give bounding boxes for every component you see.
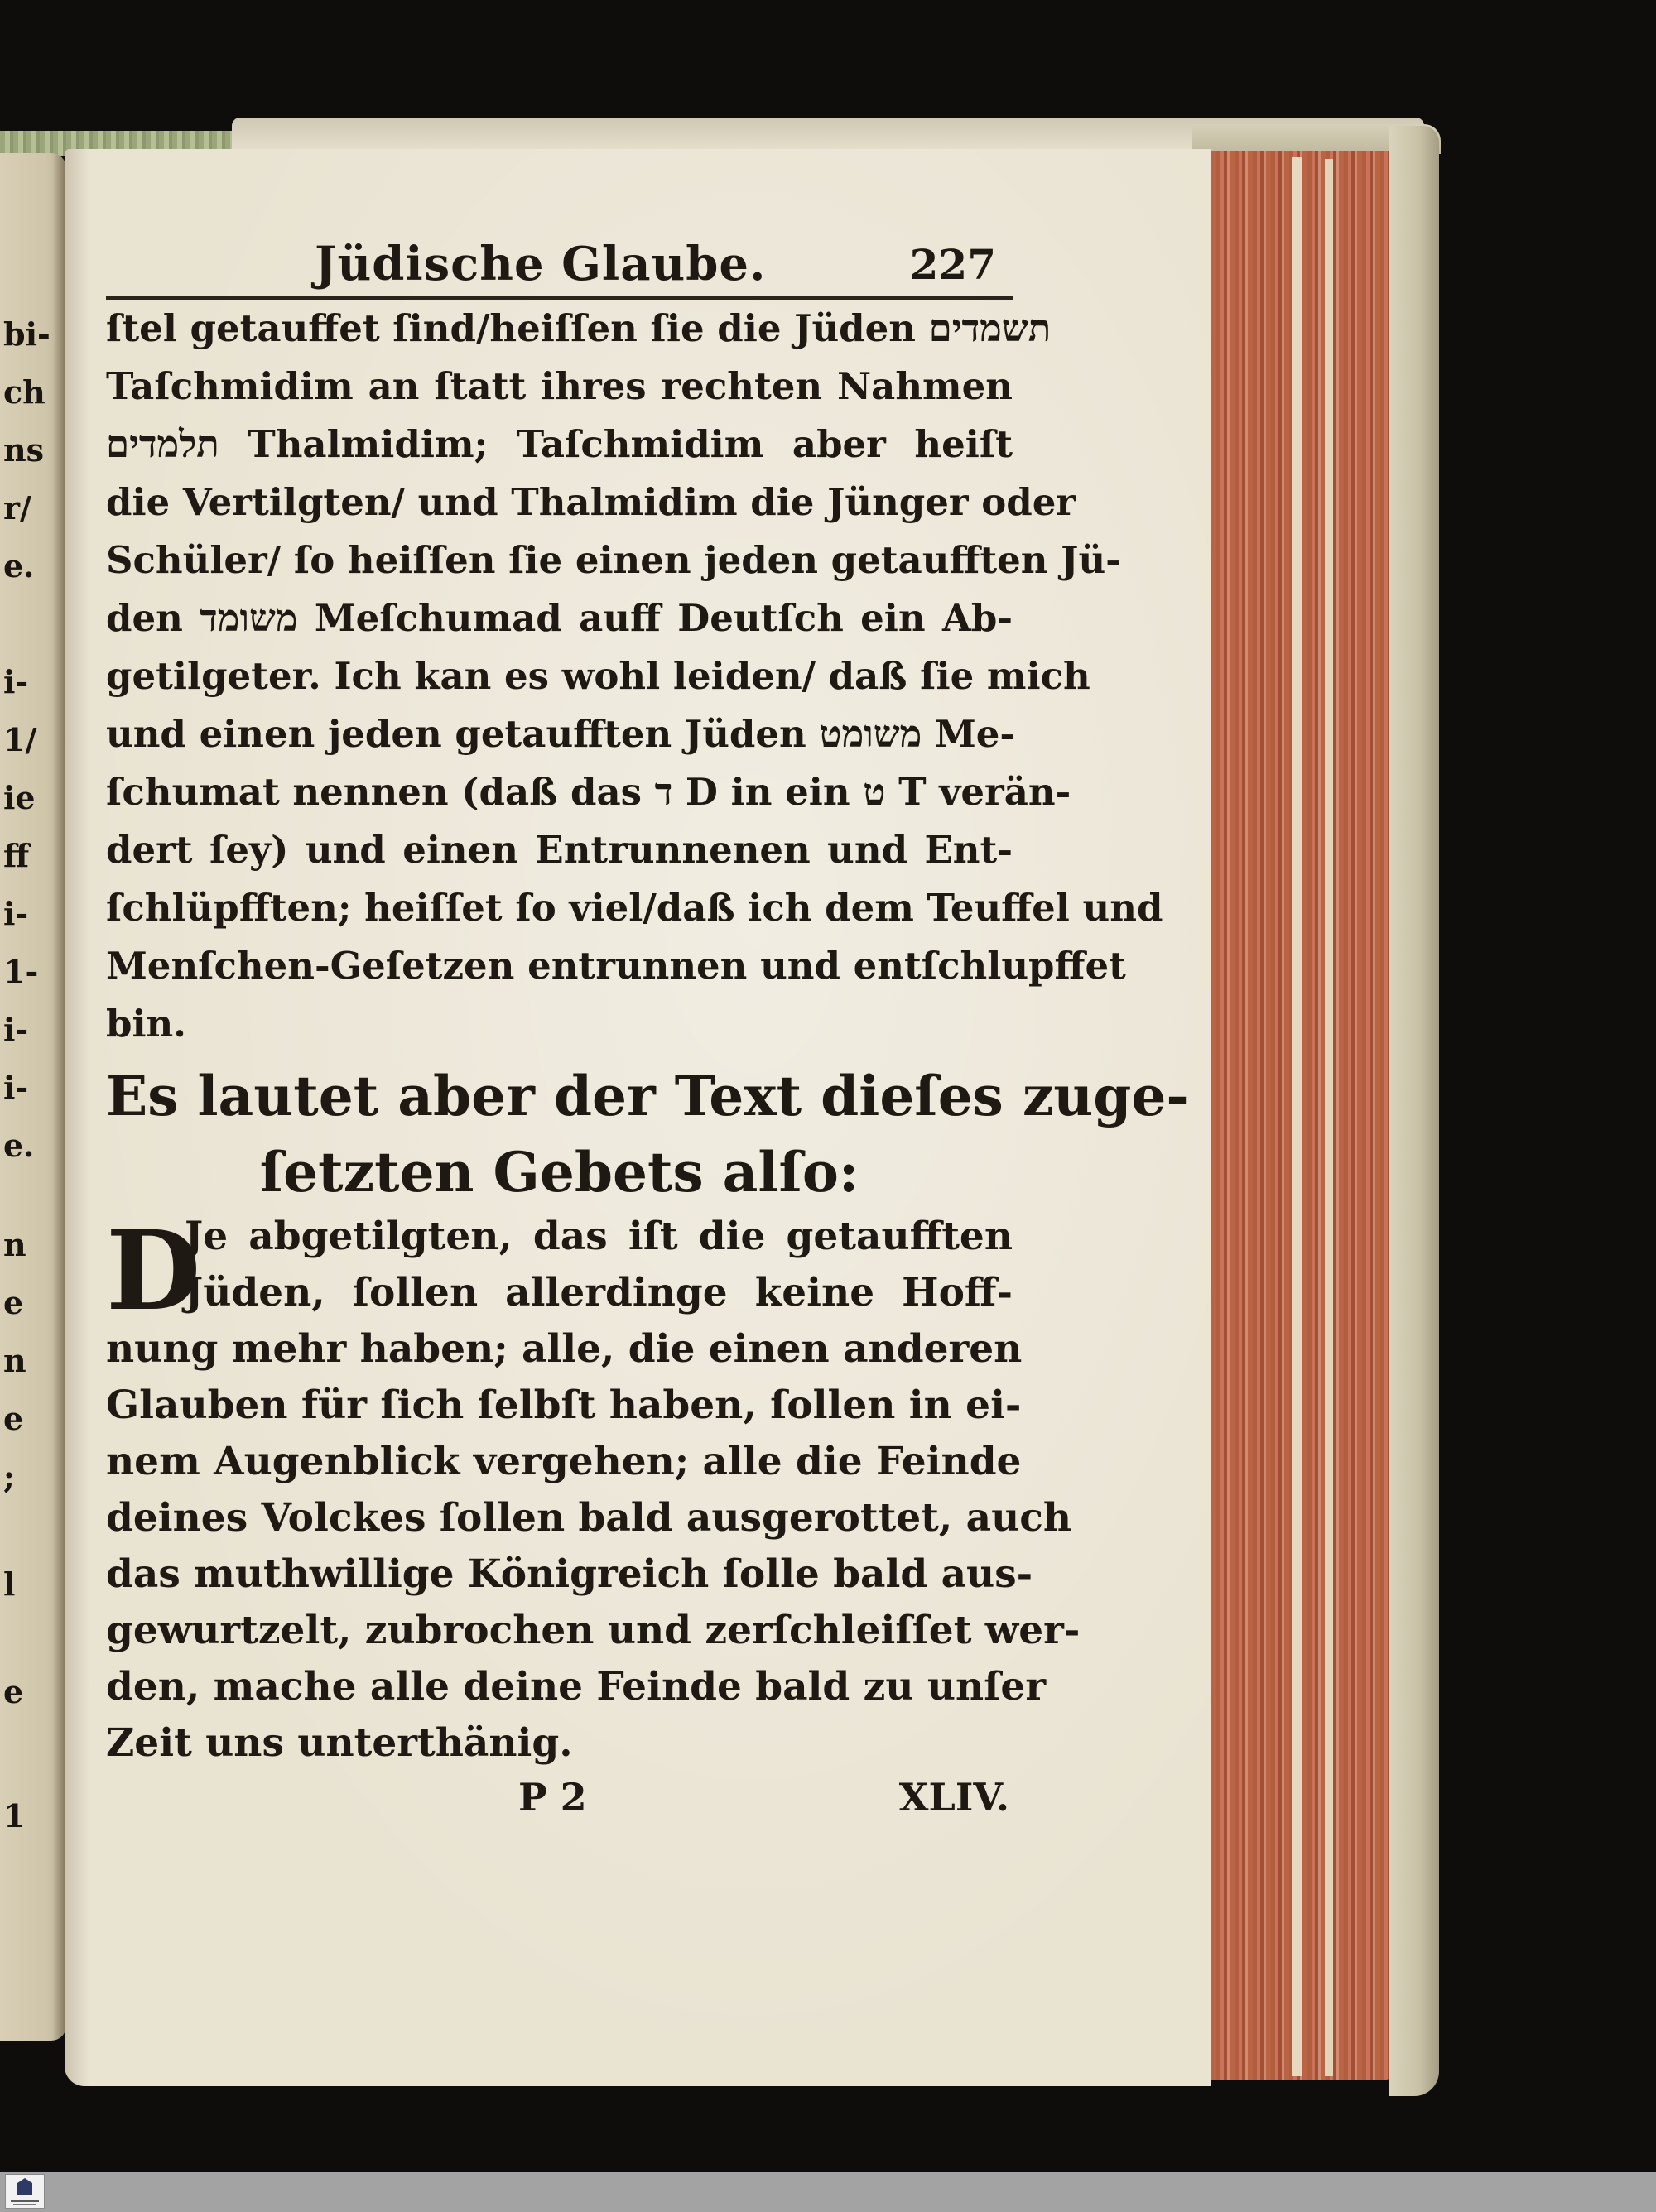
left-page-edge [0, 153, 66, 2041]
text-line: die Vertilgten/ und Thalmidim die Jünger oder [106, 480, 1076, 524]
text-line: ſtel getauffet ſind/heiſſen ſie die Jüden תשמדים [106, 306, 1052, 350]
text-line: Schüler/ ſo heiſſen ſie einen jeden getaufften Jü- [106, 538, 1121, 582]
text-line: Jüden, ſollen allerdinge keine Hoff- [185, 1270, 1013, 1315]
left-page-fragment: ff [3, 837, 30, 874]
left-page-fragment: 1/ [3, 721, 37, 758]
left-page-fragment: n [3, 1342, 26, 1379]
left-page-fragment: bi- [3, 315, 51, 353]
library-logo-line [13, 2204, 36, 2205]
left-page-fragment: i- [3, 663, 29, 700]
section-heading: ſetzten Gebets alſo: [259, 1140, 859, 1205]
page-number: 227 [909, 240, 996, 289]
page-footer [106, 1775, 1013, 1833]
text-line: Menſchen-Geſetzen entrunnen und entſchlupffet [106, 944, 1126, 988]
text-line-content: Je abgetilgten, das iſt die getaufften [185, 1214, 1013, 1259]
vellum-cover-edge [1389, 126, 1439, 2096]
signature-mark: P 2 [518, 1775, 587, 1820]
left-page-fragment: 1- [3, 953, 39, 990]
text-line: Glauben für ſich ſelbſt haben, ſollen in ei- [106, 1382, 1022, 1428]
text-line: getilgeter. Ich kan es wohl leiden/ daß ſie mich [106, 654, 1090, 698]
left-page-fragment: n [3, 1226, 26, 1263]
left-page-fragment: e. [3, 547, 35, 584]
body-paragraph [106, 300, 1163, 1053]
left-page-fragment: e [3, 1400, 24, 1437]
page-text-block [106, 237, 1189, 1833]
text-line: bin. [106, 1002, 186, 1046]
drop-cap: D [106, 1207, 201, 1335]
text-line: dert ſey) und einen Entrunnenen und Ent- [106, 828, 1013, 872]
page-header [106, 237, 1013, 300]
left-page-fragment: e [3, 1673, 24, 1710]
left-page-fragment: e [3, 1284, 24, 1321]
text-line: und einen jeden getaufften Jüden משומט Me- [106, 712, 1016, 756]
left-page-fragment: ns [3, 431, 45, 469]
text-line: gewurtzelt, zubrochen und zerſchleiſſet wer- [106, 1608, 1081, 1653]
left-page-fragment: 1 [3, 1797, 26, 1835]
text-line: nung mehr haben; alle, die einen anderen [106, 1326, 1023, 1372]
text-line: den, mache alle deine Feinde bald zu unſer [106, 1664, 1047, 1709]
left-page-fragment: r/ [3, 489, 31, 527]
running-head: Jüdische Glaube. [315, 237, 767, 291]
text-line: Taſchmidim an ſtatt ihres rechten Nahmen [106, 364, 1013, 408]
library-logo-line [11, 2200, 39, 2202]
viewer-bottom-bar [0, 2172, 1656, 2212]
text-line: den משומד Meſchumad auff Deutſch ein Ab- [106, 596, 1013, 640]
left-page-fragment: i- [3, 1069, 29, 1106]
text-line: das muthwillige Königreich ſolle bald aus- [106, 1551, 1033, 1597]
text-line: ſchlüpfften; heiſſet ſo viel/daß ich dem Teuffel und [106, 886, 1163, 930]
left-page-fragment: i- [3, 895, 29, 932]
left-page-fragment: i- [3, 1011, 29, 1048]
text-line: deines Volckes ſollen bald ausgerottet, auch [106, 1495, 1072, 1541]
left-page-fragment: ch [3, 373, 46, 411]
prayer-text [106, 1207, 1081, 1772]
text-line: תלמדים Thalmidim; Taſchmidim aber heiſt [106, 422, 1013, 466]
library-logo-icon [5, 2174, 45, 2209]
text-line: ſchumat nennen (daß das ד D in ein ט T verän- [106, 770, 1071, 814]
left-page-fragment: e. [3, 1127, 35, 1164]
left-page-fragment: l [3, 1565, 16, 1603]
library-logo-mark [17, 2178, 32, 2195]
left-page-fragment: ; [3, 1458, 16, 1495]
text-line: Zeit uns unterthänig. [106, 1720, 573, 1766]
fore-edge-gap [1292, 157, 1302, 2076]
left-page-fragment: ie [3, 779, 36, 816]
catchword: XLIV. [898, 1775, 1009, 1820]
section-heading: Es lautet aber der Text dieſes zuge- [106, 1064, 1189, 1128]
fore-edge-gap [1325, 159, 1333, 2076]
text-line: nem Augenblick vergehen; alle die Feinde [106, 1439, 1022, 1484]
